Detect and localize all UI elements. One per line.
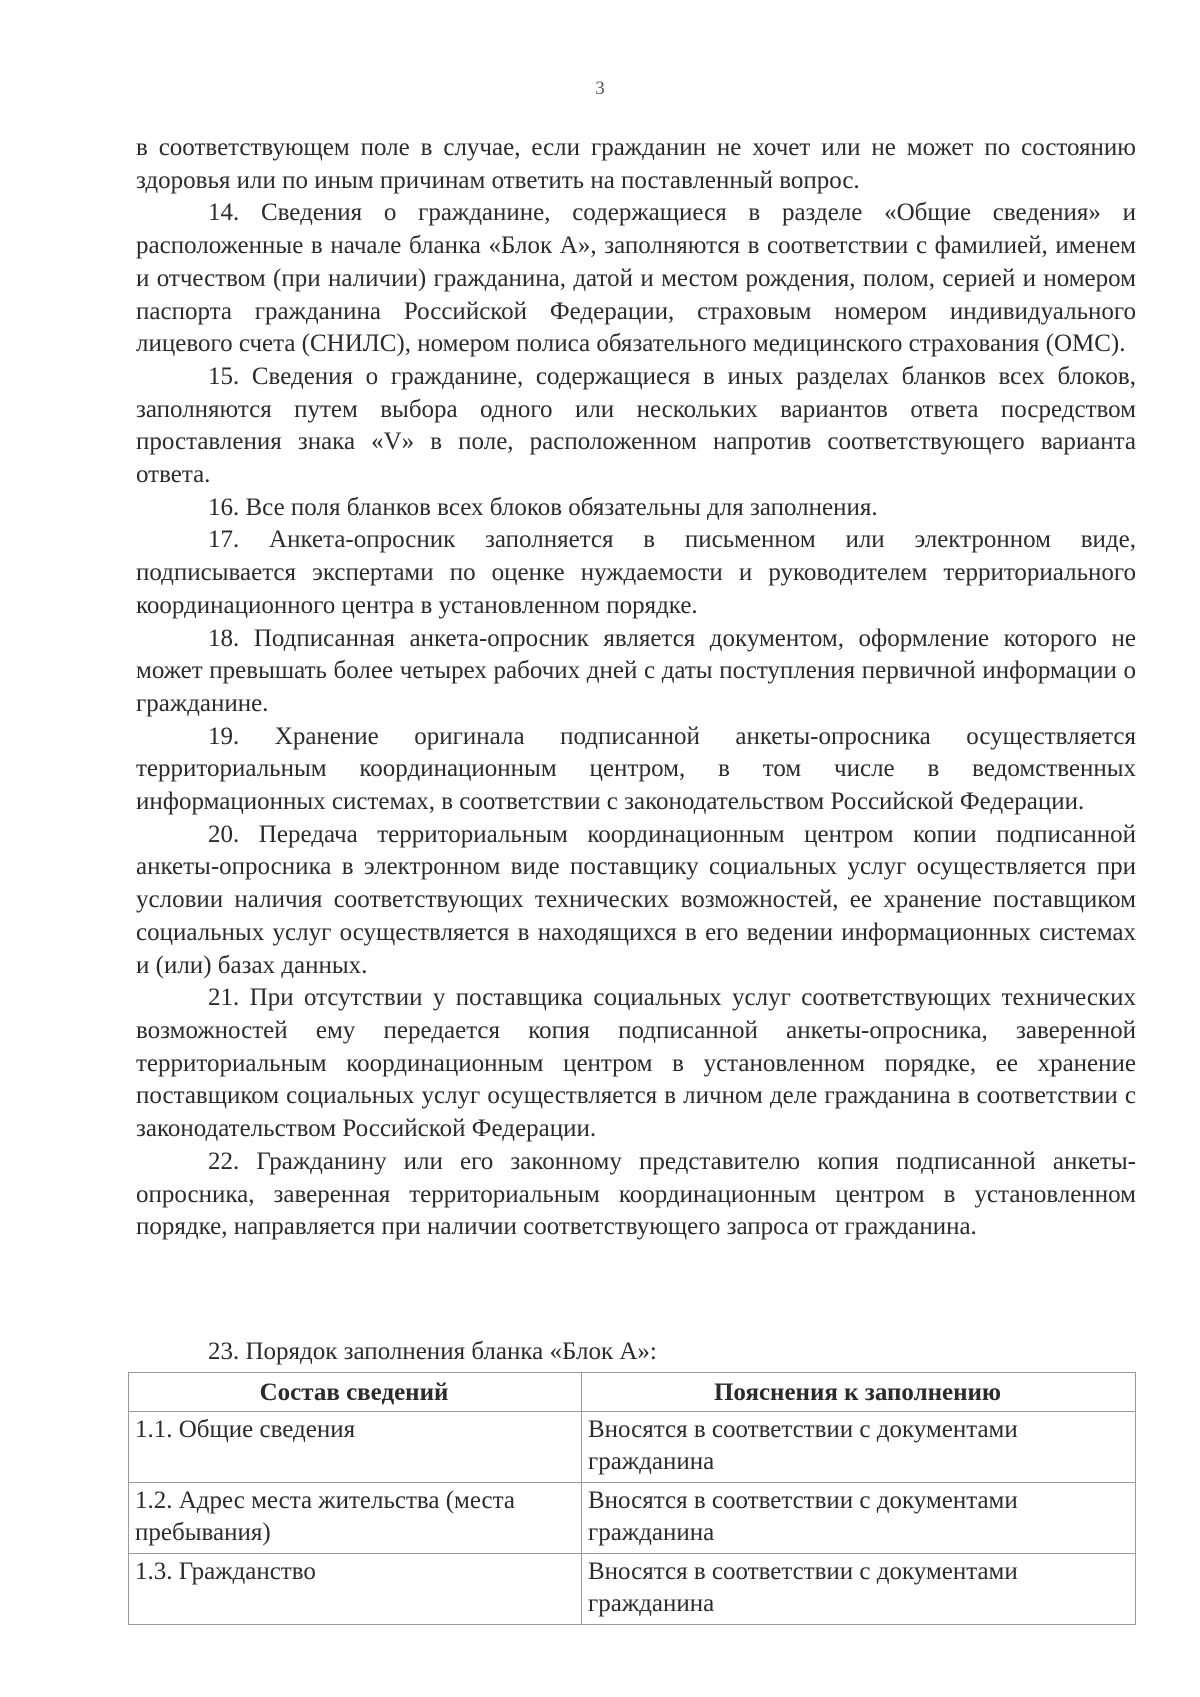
table-cell-composition: 1.2. Адрес места жительства (места пребывания) xyxy=(129,1483,582,1554)
table-row xyxy=(129,1483,1136,1554)
paragraph-19: 19. Хранение оригинала подписанной анкеты-опросника осуществляется территориальным координационным центром, в том числе в ведомственных информационных системах, в соответствии с законодательством Российской Федерации. xyxy=(136,722,1136,816)
column-header-explanations: Пояснения к заполнению xyxy=(582,1373,1136,1412)
paragraph-21: 21. При отсутствии у поставщика социальных услуг соответствующих технических возможностей ему передается копия подписанной анкеты-опросника, заверенной территориальным координационным центром в установленном порядке, ее хранение поставщиком социальных услуг осуществляется в личном деле гражданина в соответствии с законодательством Российской Федерации. xyxy=(136,984,1136,1143)
table-cell-composition: 1.3. Гражданство xyxy=(129,1554,582,1625)
column-header-composition: Состав сведений xyxy=(129,1373,582,1412)
paragraph-16: 16. Все поля бланков всех блоков обязательны для заполнения. xyxy=(208,493,878,521)
paragraph-continuation: в соответствующем поле в случае, если гражданин не хочет или не может по состоянию здоровья или по иным причинам ответить на поставленный вопрос. xyxy=(136,134,1136,194)
paragraph-20: 20. Передача территориальным координационным центром копии подписанной анкеты-опросника в электронном виде поставщику социальных услуг осуществляется при условии наличия соответствующих технических возможностей, ее хранение поставщиком социальных услуг осуществляется в находящихся в его ведении информационных системах и (или) базах данных. xyxy=(136,820,1136,979)
paragraph-17: 17. Анкета-опросник заполняется в письменном или электронном виде, подписывается экспертами по оценке нуждаемости и руководителем территориального координационного центра в установленном порядке. xyxy=(136,526,1136,619)
paragraph-22: 22. Гражданину или его законному представителю копия подписанной анкеты- опросника, заверенная территориальным координационным центром в установленном порядке, направляется при наличии соответствующего запроса от гражданина. xyxy=(136,1147,1136,1241)
table-cell-explanation: Вносятся в соответствии с документами гражданина xyxy=(582,1554,1136,1625)
body-text xyxy=(136,132,1136,1244)
paragraph-14: 14. Сведения о гражданине, содержащиеся в разделе «Общие сведения» и расположенные в начале бланка «Блок А», заполняются в соответствии с фамилией, именем и отчеством (при наличии) гражданина, датой и местом рождения, полом, серией и номером паспорта гражданина Российской Федерации, страховым номером индивидуального лицевого счета (СНИЛС), номером полиса обязательного медицинского страхования (ОМС). xyxy=(136,199,1136,358)
table-caption: 23. Порядок заполнения бланка «Блок А»: xyxy=(208,1338,657,1365)
table-header-row xyxy=(129,1373,1136,1412)
table-cell-composition: 1.1. Общие сведения xyxy=(129,1412,582,1483)
page-number: 3 xyxy=(595,78,605,99)
paragraph-15: 15. Сведения о гражданине, содержащиеся в иных разделах бланков всех блоков, заполняются путем выбора одного или нескольких вариантов ответа посредством проставления знака «V» в поле, расположенном напротив соответствующего варианта ответа. xyxy=(136,362,1136,489)
fill-instructions-table xyxy=(128,1372,1136,1625)
table-cell-explanation: Вносятся в соответствии с документами гражданина xyxy=(582,1483,1136,1554)
paragraph-18: 18. Подписанная анкета-опросник является документом, оформление которого не может превышать более четырех рабочих дней с даты поступления первичной информации о гражданине. xyxy=(136,624,1136,717)
table-row xyxy=(129,1412,1136,1483)
table-cell-explanation: Вносятся в соответствии с документами гражданина xyxy=(582,1412,1136,1483)
table-row xyxy=(129,1554,1136,1625)
